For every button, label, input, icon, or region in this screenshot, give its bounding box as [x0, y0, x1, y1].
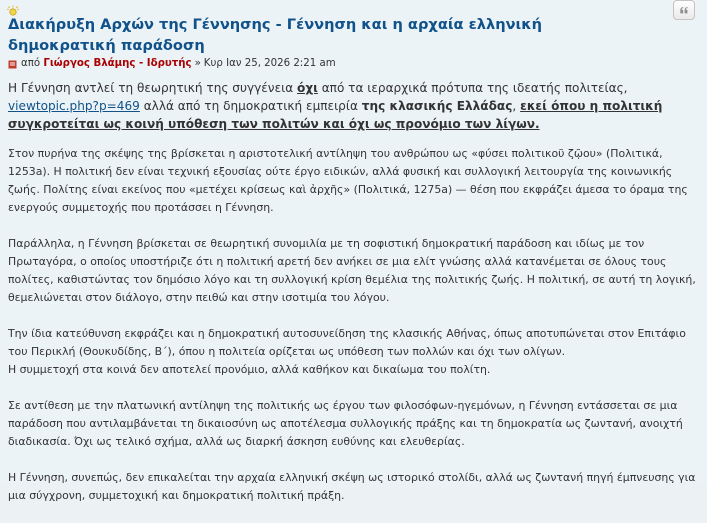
lead-comma: , — [512, 99, 521, 113]
meta-separator: » — [194, 58, 201, 69]
post-title[interactable]: Διακήρυξη Αρχών της Γέννησης - Γέννηση και η αρχαία ελληνική δημοκρατική παράδοση — [8, 16, 543, 54]
post-file-icon[interactable] — [8, 60, 17, 69]
viewtopic-link[interactable]: viewtopic.php?p=469 — [8, 99, 140, 113]
lead-emphasis-not: όχι — [297, 81, 318, 95]
post-date: Κυρ Ιαν 25, 2026 2:21 am — [203, 58, 336, 69]
paragraph-2: Παράλληλα, η Γέννηση βρίσκεται σε θεωρητική συνομιλία με τη σοφιστική δημοκρατική παράδοση και ιδίως με τον Πρωταγόρα, ο οποίος υποστήριζε ότι η πολιτική αρετή δεν ανήκει σε μια ελίτ γνώσης αλλά κατανέμεται σε όλους τους πολίτες, καθιστώντας τον δημόσιο λόγο και τη συλλογική κρίση θεμέλια της πολιτικής ζωής. Η πολιτική, σε αυτή τη λογική, θεμελιώνεται στον διάλογο, στην πειθώ και στην ισοτιμία του λόγου. — [8, 237, 696, 304]
lightbulb-icon — [6, 2, 20, 14]
paragraph-3 — [8, 325, 696, 379]
lead-text-1: Η Γέννηση αντλεί τη θεωρητική της συγγένεια — [8, 81, 298, 95]
author-link[interactable]: Γιώργος Βλάμης - Ιδρυτής — [43, 58, 192, 69]
post-author-line — [8, 57, 336, 71]
by-label: από — [21, 58, 41, 69]
lead-text-2: από τα ιεραρχικά πρότυπα της ιδεατής πολιτείας, — [317, 81, 628, 95]
paragraph-5: Η Γέννηση, συνεπώς, δεν επικαλείται την αρχαία ελληνική σκέψη ως ιστορικό στολίδι, αλλά ως ζωντανή πηγή έμπνευσης για μια σύγχρονη, συμμετοχική και δημοκρατική πολιτική πράξη. — [8, 471, 696, 502]
lead-text-3: αλλά από τη δημοκρατική εμπειρία — [139, 99, 362, 113]
paragraph-3-line-1: Την ίδια κατεύθυνση εκφράζει και η δημοκρατική αυτοσυνείδηση της κλασικής Αθήνας, όπως αποτυπώνεται στον Επιτάφιο του Περικλή (Θουκυδίδης, Β΄), όπου η πολιτεία ορίζεται ως υπόθεση των πολλών και όχι των ολίγων. — [8, 327, 686, 358]
lead-emphasis-citizens: εκεί όπου η πολιτική συγκροτείται ως κοινή υπόθεση των πολιτών και όχι ως προνόμιο των λίγων. — [8, 99, 663, 131]
paragraph-3-line-2: Η συμμετοχή στα κοινά δεν αποτελεί προνόμιο, αλλά καθήκον και δικαίωμα του πολίτη. — [8, 363, 491, 376]
quote-button[interactable] — [673, 0, 695, 20]
quote-icon — [680, 5, 688, 15]
lead-bold-classical-greece: της κλασικής Ελλάδας — [361, 99, 513, 113]
paragraph-4: Σε αντίθεση με την πλατωνική αντίληψη της πολιτικής ως έργου των φιλοσόφων-ηγεμόνων, η Γέννηση εντάσσεται σε μια παράδοση που αντιλαμβάνεται τη δικαιοσύνη ως αποτέλεσμα συλλογικής πράξης και τη δημοκρατία ως ζωντανή, ανοιχτή διαδικασία. Όχι ως τελικό σχήμα, αλλά ως διαρκή άσκηση ευθύνης και ελευθερίας. — [8, 399, 683, 448]
post-content — [8, 79, 696, 523]
lead-paragraph — [8, 79, 696, 133]
paragraph-1: Στον πυρήνα της σκέψης της βρίσκεται η αριστοτελική αντίληψη του ανθρώπου ως «φύσει πολιτικοῦ ζῷου» (Πολιτικά, 1253a). Η πολιτική δεν είναι τεχνική εξουσίας ούτε έργο ειδικών, αλλά φυσική και συλλογική λειτουργία της κοινωνικής ζωής. Πολίτης είναι εκείνος που «μετέχει κρίσεως καὶ ἀρχῆς» (Πολιτικά, 1275a) — θέση που εκφράζει άμεσα το όραμα της ενεργούς συμμετοχής που προτάσσει η Γέννηση. — [8, 147, 688, 214]
